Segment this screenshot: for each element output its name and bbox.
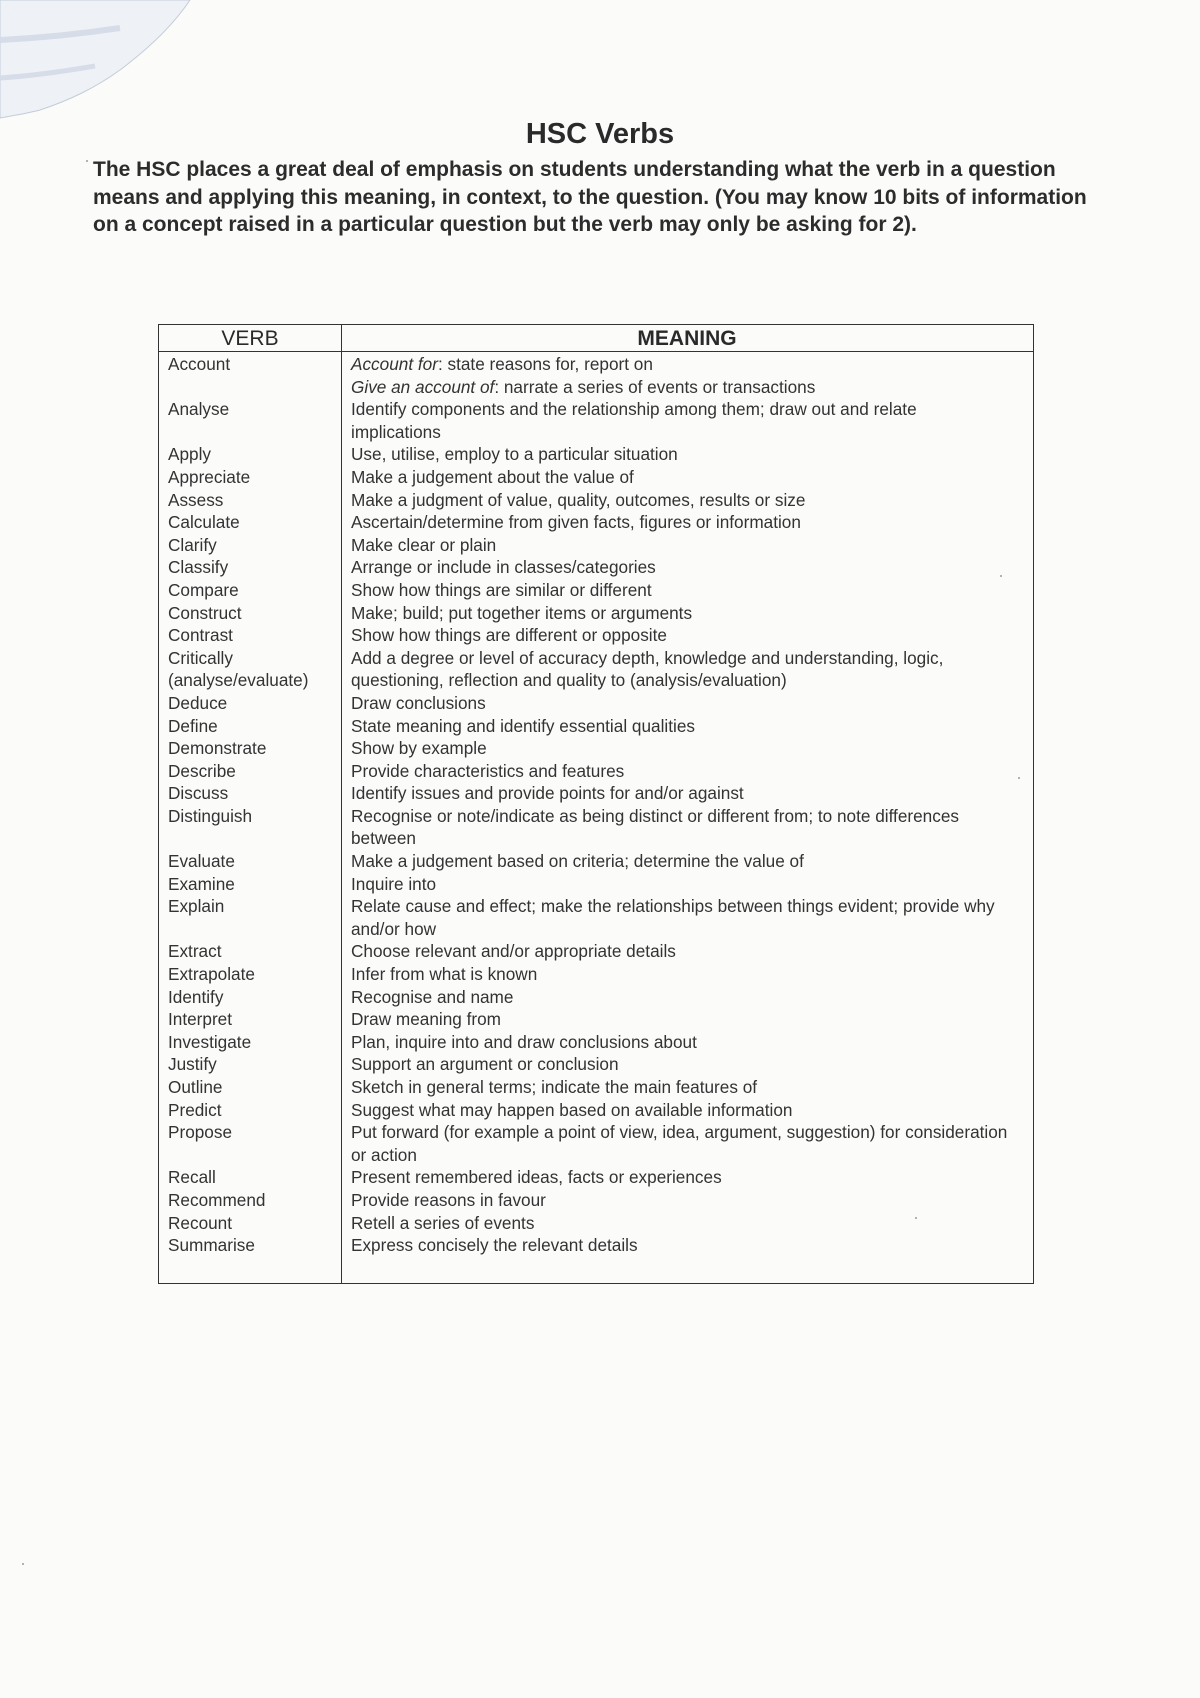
- intro-paragraph: The HSC places a great deal of emphasis on students understanding what the verb in a question means and applying this meaning, in context, to the question. (You may know 10 bits of information on a concept raised in a particular question but the verb may only be asking for 2).: [93, 158, 1087, 236]
- table-row: [159, 443, 1033, 466]
- meaning-cell: Ascertain/determine from given facts, figures or information: [351, 512, 801, 533]
- meaning-cell: Plan, inquire into and draw conclusions about: [351, 1031, 697, 1052]
- verb-cell: Appreciate: [168, 466, 251, 487]
- verb-cell: Classify: [168, 557, 229, 578]
- table-row: [159, 873, 1033, 896]
- meaning-term: Account for: [351, 354, 438, 374]
- meaning-cell: Make clear or plain: [351, 534, 497, 555]
- table-row: [159, 1076, 1033, 1099]
- table-row: [159, 1031, 1033, 1054]
- table-row: [159, 556, 1033, 579]
- meaning-cell: Express concisely the relevant details: [351, 1235, 638, 1256]
- table-body: [159, 353, 1033, 1257]
- verb-cell: Recommend: [168, 1189, 266, 1210]
- meaning-cell: Draw conclusions: [351, 692, 486, 713]
- meaning-cell: Make a judgement about the value of: [351, 466, 634, 487]
- meaning-cell: Inquire into: [351, 873, 437, 894]
- verb-cell: Contrast: [168, 625, 233, 646]
- verb-cell: Recount: [168, 1212, 233, 1233]
- verb-cell: Interpret: [168, 1009, 233, 1030]
- verb-cell: Assess: [168, 489, 224, 510]
- verb-cell: Justify: [168, 1054, 217, 1075]
- meaning-cell: Present remembered ideas, facts or experiences: [351, 1167, 722, 1188]
- table-row: [159, 624, 1033, 647]
- verb-cell: Apply: [168, 444, 211, 465]
- verb-cell: Deduce: [168, 692, 228, 713]
- verb-cell: Propose: [168, 1122, 233, 1143]
- verb-cell: Distinguish: [168, 805, 253, 826]
- verb-cell: Extrapolate: [168, 964, 255, 985]
- verb-cell: Outline: [168, 1077, 223, 1097]
- meaning-cell: Arrange or include in classes/categories: [351, 557, 656, 578]
- verb-cell: Compare: [168, 579, 239, 600]
- meaning-cell: Sketch in general terms; indicate the main features of: [351, 1077, 758, 1097]
- meaning-cell: Suggest what may happen based on available information: [351, 1099, 793, 1120]
- verb-cell: Extract: [168, 941, 222, 962]
- header-meaning: MEANING: [637, 327, 737, 350]
- table-row: [159, 715, 1033, 738]
- meaning-cell: Identify issues and provide points for and/or against: [351, 783, 744, 804]
- meaning-cell: Provide reasons in favour: [351, 1189, 546, 1210]
- verb-cell: Describe: [168, 760, 236, 781]
- table-row: [159, 398, 1033, 443]
- table-row: [159, 1234, 1033, 1257]
- table-row: [159, 1189, 1033, 1212]
- table-row: [159, 986, 1033, 1009]
- table-row: [159, 737, 1033, 760]
- header-verb: VERB: [221, 327, 279, 350]
- verb-cell: Clarify: [168, 534, 217, 555]
- meaning-term: Give an account of: [351, 376, 495, 397]
- table-row: [159, 963, 1033, 986]
- scan-speck: [1000, 575, 1002, 577]
- table-row: [159, 692, 1033, 715]
- meaning-cell: [341, 353, 1033, 398]
- meaning-cell: Show how things are similar or different: [351, 579, 652, 600]
- meaning-cell: Provide characteristics and features: [351, 760, 625, 781]
- scan-speck: [86, 160, 88, 162]
- meaning-cell: Put forward (for example a point of view, idea, argument, suggestion) for consideration or action: [351, 1122, 1008, 1165]
- verb-meaning-table: [158, 324, 1034, 1284]
- verb-cell: Calculate: [168, 512, 240, 533]
- meaning-cell: Draw meaning from: [351, 1009, 501, 1030]
- meaning-cell: Relate cause and effect; make the relationships between things evident; provide why and/or how: [351, 896, 995, 939]
- table-row: [159, 1008, 1033, 1031]
- table-row: [159, 782, 1033, 805]
- page-title: HSC Verbs: [525, 118, 675, 150]
- table-row: [159, 760, 1033, 783]
- table-row: [159, 1053, 1033, 1076]
- scan-speck: [915, 1217, 917, 1219]
- meaning-text: : narrate a series of events or transactions: [494, 376, 816, 397]
- verb-cell: Summarise: [168, 1235, 255, 1256]
- meaning-cell: Choose relevant and/or appropriate details: [351, 941, 676, 962]
- table-row: [159, 850, 1033, 873]
- meaning-cell: Recognise and name: [351, 986, 514, 1007]
- meaning-cell: Support an argument or conclusion: [351, 1054, 619, 1075]
- verb-cell: Explain: [168, 896, 225, 917]
- meaning-cell: Retell a series of events: [351, 1212, 535, 1233]
- meaning-cell: Make a judgment of value, quality, outcomes, results or size: [351, 489, 806, 510]
- verb-cell: Identify: [168, 986, 224, 1007]
- table-row: [159, 647, 1033, 692]
- meaning-line: [351, 376, 1009, 399]
- table-row: [159, 579, 1033, 602]
- meaning-cell: Make a judgement based on criteria; determine the value of: [351, 851, 804, 872]
- verb-cell: Account: [168, 354, 231, 374]
- verb-cell: Construct: [168, 602, 242, 623]
- meaning-cell: State meaning and identify essential qualities: [351, 715, 695, 736]
- table-row: [159, 805, 1033, 850]
- verb-cell: Discuss: [168, 783, 229, 804]
- table-row: [159, 1212, 1033, 1235]
- verb-cell: Critically (analyse/evaluate): [168, 647, 309, 691]
- table-row: [159, 1099, 1033, 1122]
- torn-corner-decoration: [0, 0, 210, 130]
- scan-speck: [1018, 777, 1020, 779]
- verb-cell: Predict: [168, 1099, 222, 1120]
- verb-cell: Examine: [168, 873, 235, 894]
- verb-cell: Evaluate: [168, 851, 235, 872]
- table-row: [159, 511, 1033, 534]
- meaning-line: [351, 353, 1009, 376]
- table-row: [159, 602, 1033, 625]
- table-row: [159, 489, 1033, 512]
- meaning-cell: Recognise or note/indicate as being distinct or different from; to note differences between: [351, 805, 959, 849]
- table-row: [159, 1121, 1033, 1166]
- meaning-cell: Identify components and the relationship among them; draw out and relate implications: [351, 399, 917, 442]
- table-row: [159, 1166, 1033, 1189]
- table-row: [159, 353, 1033, 398]
- meaning-cell: Use, utilise, employ to a particular situation: [351, 444, 678, 465]
- verb-cell: Demonstrate: [168, 738, 267, 759]
- scan-speck: [22, 1563, 24, 1565]
- meaning-cell: Infer from what is known: [351, 964, 538, 985]
- verb-cell: Investigate: [168, 1031, 252, 1052]
- verb-cell: Recall: [168, 1167, 216, 1188]
- table-row: [159, 534, 1033, 557]
- verb-cell: Define: [168, 715, 218, 736]
- table-row: [159, 895, 1033, 940]
- table-header: [159, 325, 1033, 352]
- meaning-cell: Show by example: [351, 738, 487, 759]
- meaning-cell: Show how things are different or opposite: [351, 625, 667, 646]
- verb-cell: Analyse: [168, 399, 230, 420]
- meaning-cell: Add a degree or level of accuracy depth, knowledge and understanding, logic, questioning, reflection and quality to (analysis/evaluation): [351, 647, 944, 691]
- meaning-cell: Make; build; put together items or arguments: [351, 602, 693, 623]
- meaning-text: : state reasons for, report on: [437, 354, 653, 374]
- table-row: [159, 466, 1033, 489]
- table-row: [159, 940, 1033, 963]
